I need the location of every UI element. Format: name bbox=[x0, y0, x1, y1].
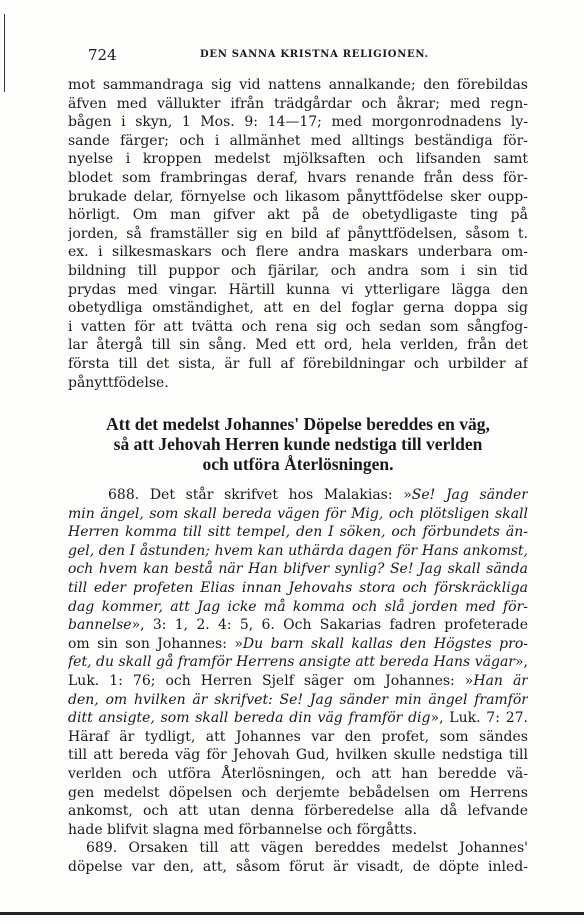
text-line bbox=[68, 560, 528, 579]
text-line bbox=[68, 672, 528, 691]
text-line bbox=[68, 616, 528, 635]
page-number: 724 bbox=[88, 46, 117, 64]
text-line: mot sammandraga sig vid nattens annalkande; den förebildas bbox=[68, 77, 528, 93]
heading-line: Att det medelst Johannes' Döpelse bereddes en väg, bbox=[106, 414, 490, 434]
text-line: blodet som frambringas deraf, hvars renande från dess för- bbox=[68, 169, 528, 186]
text-line: brukade delar, förnyelse och likasom pånyttfödelse sker oupp- bbox=[68, 188, 528, 205]
text-line: jorden, så framställer sig en bild af pånyttfödelsen, såsom t. bbox=[68, 225, 528, 242]
text-line: hade blifvit slagna med förbannelse och förgåtts. bbox=[68, 821, 417, 838]
text-line: äfven med vällukter ifrån trädgårdar och åkrar; med regn- bbox=[68, 95, 528, 112]
text-line: sande färger; och i allmänhet med alltings beständiga för- bbox=[68, 132, 528, 149]
italic-run: ditt ansigte, som skall bereda din väg framför dig bbox=[68, 710, 431, 727]
text-line bbox=[68, 709, 528, 728]
text-line: bågen i skyn, 1 Mos. 9: 14—17; med morgonrodnadens ly- bbox=[68, 114, 528, 131]
section-heading bbox=[68, 414, 528, 474]
heading-line: och utföra Återlösningen. bbox=[202, 454, 394, 474]
text-line bbox=[68, 486, 528, 505]
text-line: verlden och utföra Återlösningen, och att han beredde vä- bbox=[68, 765, 528, 782]
text-line bbox=[68, 635, 528, 654]
text-run: », Luk. 7: 27. bbox=[430, 710, 528, 727]
text-line: ankomst, och att utan denna förberedelse alla då lefvande bbox=[68, 803, 528, 820]
paragraph-688-689 bbox=[68, 486, 528, 876]
italic-run: min ängel, som skall bereda vägen för Mig, och plötsligen skall bbox=[68, 505, 528, 522]
text-line bbox=[68, 579, 528, 598]
running-header bbox=[88, 46, 528, 66]
italic-run: Han är bbox=[473, 672, 528, 689]
text-line: bildning till puppor och fjärilar, och andra som i sin tid bbox=[68, 262, 528, 279]
text-line: prydas med vingar. Härtill kunna vi ytterligare lägga den bbox=[68, 281, 528, 298]
italic-run: dag kommer, att Jag icke må komma och slå jorden med för- bbox=[68, 598, 528, 615]
text-line: i vatten för att tvätta och rena sig och sedan som sångfog- bbox=[68, 318, 528, 335]
italic-run: Herren komma till sitt tempel, den I söken, och förbundets än- bbox=[68, 524, 528, 541]
scan-bottom-edge bbox=[0, 912, 584, 915]
paragraph-regeneration-symbols bbox=[68, 76, 528, 392]
text-line: döpelse var den, att, såsom förut är visadt, de döpte inled- bbox=[68, 858, 528, 875]
text-line bbox=[68, 542, 528, 561]
text-run: Luk. 1: 76; och Herren Sjelf säger om Johannes: » bbox=[68, 672, 474, 689]
text-line: nyelse i kroppen medelst mjölksaften och lifsanden samt bbox=[68, 151, 528, 168]
text-line: lar återgå till sin sång. Med ett ord, hela verlden, från det bbox=[68, 337, 528, 354]
text-line bbox=[68, 598, 528, 617]
text-line: första till det sista, är full af förebildningar och urbilder af bbox=[68, 355, 528, 372]
text-line bbox=[68, 523, 528, 542]
italic-run: gel, den I åstunden; hvem kan uthärda dagen för Hans ankomst, bbox=[68, 542, 528, 559]
italic-run: fet, du skall gå framför Herrens ansigte att bereda Hans vägar bbox=[68, 654, 515, 671]
text-run: om sin son Johannes: » bbox=[68, 635, 243, 652]
text-line bbox=[68, 653, 528, 672]
running-title: DEN SANNA KRISTNA RELIGIONEN. bbox=[200, 49, 429, 60]
text-line: Häraf är tydligt, att Johannes var den profet, som sändes bbox=[68, 728, 528, 745]
text-run: 688. Det står skrifvet hos Malakias: » bbox=[108, 487, 412, 503]
italic-run: bannelse bbox=[68, 617, 132, 634]
italic-run: till eder profeten Elias innan Jehovahs stora och förskräckliga bbox=[68, 579, 528, 596]
italic-run: den, om hvilken är skrifvet: Se! Jag sänder min ängel framför bbox=[68, 691, 528, 708]
italic-run: Du barn skall kallas den Högstes pro- bbox=[242, 635, 528, 652]
text-line: ex. i silkesmaskars och flere andra maskars underbara om- bbox=[68, 244, 528, 261]
binding-edge-mark bbox=[4, 14, 5, 92]
italic-run: och hvem kan bestå när Han blifver synlig? Se! Jag skall sända bbox=[68, 561, 528, 578]
text-run: », 3: 1, 2. 4: 5, 6. Och Sakarias fadren profeterade bbox=[131, 617, 528, 634]
text-line bbox=[68, 691, 528, 710]
italic-run: Se! Jag sänder bbox=[411, 487, 528, 503]
text-line bbox=[68, 505, 528, 524]
heading-line: så att Jehovah Herren kunde nedstiga till verlden bbox=[113, 434, 483, 454]
text-line: pånyttfödelse. bbox=[68, 374, 169, 391]
text-line: till att bereda väg för Jehovah Gud, hvilken skulle nedstiga till bbox=[68, 747, 528, 764]
text-line: hörligt. Om man gifver akt på de obetydligaste ting på bbox=[68, 207, 528, 224]
text-line: 689. Orsaken till att vägen bereddes medelst Johannes' bbox=[86, 840, 528, 857]
text-line: gen medelst döpelsen och derjemte bebådelsen om Herrens bbox=[68, 784, 528, 801]
text-line: obetydliga omständighet, att en del foglar gerna doppa sig bbox=[68, 300, 528, 317]
text-run: », bbox=[514, 654, 528, 671]
